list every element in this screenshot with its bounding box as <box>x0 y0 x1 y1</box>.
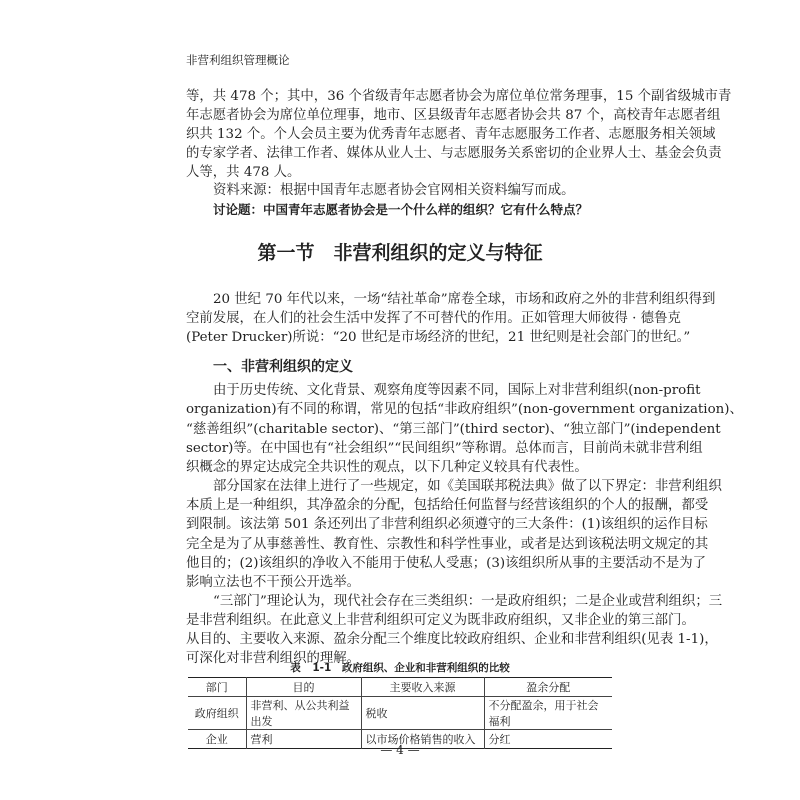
p2-line: 影响立法也不干预公开选举。 <box>186 575 361 590</box>
case-line: 人等，共 478 人。 <box>186 165 301 180</box>
table-header-row <box>188 678 612 697</box>
table-cell: 营利 <box>246 730 361 749</box>
p2-line: 完全是为了从事慈善性、教育性、宗教性和科学性事业，或者是达到该税法明文规定的其 <box>186 537 709 552</box>
p1-line: 由于历史传统、文化背景、观察角度等因素不同，国际上对非营利组织(non-profit <box>213 383 701 398</box>
header-cell: 目的 <box>246 678 361 697</box>
discussion-question: 讨论题：中国青年志愿者协会是一个什么样的组织？它有什么特点？ <box>213 202 589 217</box>
case-line: 的专家学者、法律工作者、媒体从业人士、与志愿服务关系密切的企业界人士、基金会负责 <box>186 146 722 161</box>
p2-line: 他目的；(2)该组织的净收入不能用于使私人受惠；(3)该组织所从事的主要活动不是为了 <box>186 556 706 571</box>
header-cell: 部门 <box>188 678 246 697</box>
p2-line: 到限制。该法第 501 条还列出了非营利组织必须遵守的三大条件：(1)该组织的运作目标 <box>186 517 708 532</box>
p2-line: 本质上是一种组织，其净盈余的分配，包括给任何监督与经营该组织的个人的报酬，都受 <box>186 498 709 513</box>
p2-line: 部分国家在法律上进行了一些规定，如《美国联邦税法典》做了以下界定：非营利组织 <box>213 479 722 494</box>
p1-line: “慈善组织”(charitable sector)、“第三部门”(third sector)、“独立部门”(independent <box>186 422 721 437</box>
running-header: 非营利组织管理概论 <box>186 53 290 67</box>
case-line: 织共 132 个。个人会员主要为优秀青年志愿者、青年志愿服务工作者、志愿服务相关领域 <box>186 127 716 142</box>
case-line: 等，共 478 个；其中，36 个省级青年志愿者协会为席位单位常务理事，15 个副省级城市青 <box>186 89 732 104</box>
table-cell: 非营利、从公共利益出发 <box>246 697 361 730</box>
table-cell: 分红 <box>484 730 612 749</box>
p3-line: “三部门”理论认为，现代社会存在三类组织：一是政府组织；二是企业或营利组织；三 <box>213 594 723 609</box>
p1-line: 织概念的界定达成完全共识性的观点，以下几种定义较具有代表性。 <box>186 460 588 475</box>
table-row <box>188 697 612 730</box>
page-number: — 4 — <box>380 743 420 757</box>
p1-line: organization)有不同的称谓，常见的包括“非政府组织”(non-government organization)、 <box>186 402 743 417</box>
subsection-title: 一、非营利组织的定义 <box>213 359 353 375</box>
comparison-table <box>188 677 612 749</box>
intro-line: 20 世纪 70 年代以来，一场“结社革命”席卷全球，市场和政府之外的非营利组织得到 <box>213 292 716 307</box>
p1-line: sector)等。在中国也有“社会组织”“民间组织”等称谓。总体而言，目前尚未就非营利组 <box>186 441 703 456</box>
table-cell: 企业 <box>205 733 228 746</box>
p3-line: 是非营利组织。在此意义上非营利组织可定义为既非政府组织，又非企业的第三部门。 <box>186 613 695 628</box>
section-title: 第一节 非营利组织的定义与特征 <box>257 242 543 264</box>
header-cell: 主要收入来源 <box>361 678 484 697</box>
p3-line: 从目的、主要收入来源、盈余分配三个维度比较政府组织、企业和非营利组织(见表 1-1)， <box>186 632 718 647</box>
intro-line: (Peter Drucker)所说：“20 世纪是市场经济的世纪，21 世纪则是社会部门的世纪。” <box>186 330 691 345</box>
header-cell: 盈余分配 <box>484 678 612 697</box>
intro-line: 空前发展，在人们的社会生活中发挥了不可替代的作用。正如管理大师彼得 · 德鲁克 <box>186 311 681 326</box>
table-cell: 不分配盈余，用于社会福利 <box>484 697 612 730</box>
table-caption: 表 1-1 政府组织、企业和非营利组织的比较 <box>290 662 510 674</box>
table-cell: 政府组织 <box>188 697 246 730</box>
table-cell: 税收 <box>361 697 484 730</box>
source-note: 资料来源：根据中国青年志愿者协会官网相关资料编写而成。 <box>213 183 575 198</box>
table-cell: 以市场价格销售的收入 <box>361 730 484 749</box>
p3-line: 可深化对非营利组织的理解。 <box>186 651 361 666</box>
case-line: 年志愿者协会为席位单位理事，地市、区县级青年志愿者协会共 87 个，高校青年志愿者组 <box>186 108 721 123</box>
